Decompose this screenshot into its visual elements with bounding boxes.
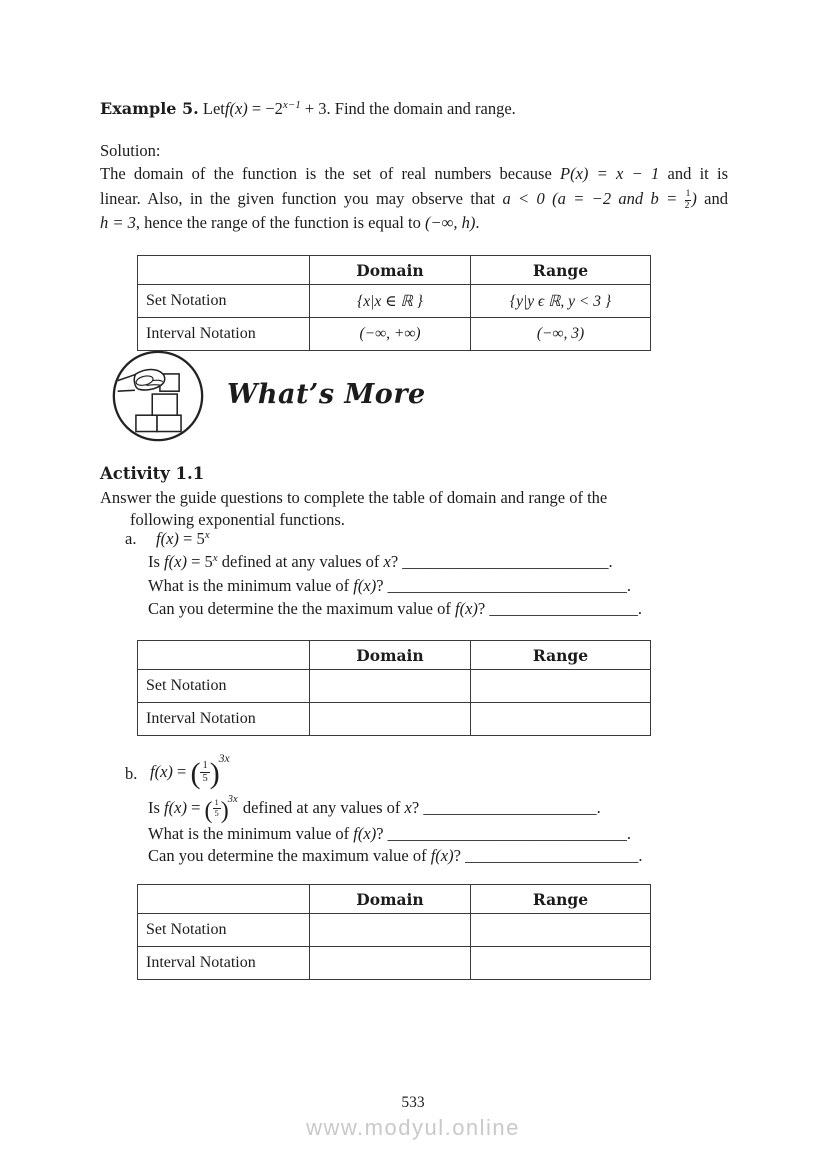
table-row bbox=[138, 947, 651, 980]
question-fx: f(x) bbox=[164, 552, 187, 571]
answer-blank: _____________________ bbox=[465, 846, 639, 865]
empty-cell bbox=[471, 947, 651, 980]
question-text: ? bbox=[453, 846, 466, 865]
table-header-row bbox=[138, 885, 651, 914]
formula-fx: f(x) bbox=[150, 762, 173, 781]
row-label-set-notation: Set Notation bbox=[138, 670, 310, 703]
header-domain: Domain bbox=[310, 641, 471, 670]
question-text: ? bbox=[376, 576, 388, 596]
page-number: 533 bbox=[401, 1094, 425, 1111]
answer-blank: _________________________ bbox=[402, 552, 609, 571]
question-text: . bbox=[608, 552, 613, 571]
row-label-set-notation: Set Notation bbox=[138, 914, 310, 947]
question-text: defined at any values of bbox=[238, 798, 405, 817]
header-domain: Domain bbox=[310, 885, 471, 914]
header-range: Range bbox=[471, 885, 651, 914]
table-row bbox=[138, 285, 651, 318]
solution-text: The domain of the function is the set of real numbers because bbox=[100, 164, 561, 183]
item-a-formula bbox=[156, 529, 210, 549]
fraction-denominator: 5 bbox=[202, 773, 208, 784]
activity-intro-line2: following exponential functions. bbox=[130, 510, 345, 530]
fraction-numerator: 1 bbox=[200, 760, 209, 773]
question-text: . bbox=[638, 846, 643, 865]
question-text: ? bbox=[477, 598, 490, 618]
question-text: . bbox=[626, 824, 632, 843]
question-text: What is the minimum value of bbox=[148, 576, 354, 596]
question-fx: f(x) bbox=[353, 824, 377, 843]
question-fx: f(x) bbox=[430, 846, 454, 865]
question-text: ? bbox=[376, 824, 388, 843]
row-label-set-notation: Set Notation bbox=[138, 285, 310, 318]
example-heading bbox=[100, 99, 760, 119]
question-text: What is the minimum value of bbox=[148, 824, 354, 843]
one-fifth-fraction bbox=[200, 760, 209, 785]
question-text: ? bbox=[411, 798, 424, 817]
formula-eq: = bbox=[172, 762, 191, 781]
example-text: Let bbox=[198, 99, 225, 118]
solution-math: ) bbox=[691, 188, 697, 208]
header-domain: Domain bbox=[310, 256, 471, 285]
solution-math: (−∞, h) bbox=[425, 213, 476, 233]
question-text: = 5 bbox=[186, 552, 213, 571]
left-paren: ( bbox=[190, 757, 201, 790]
question-exponent: x bbox=[212, 552, 218, 564]
question-fx: f(x) bbox=[164, 798, 187, 817]
domain-range-blank-table-a bbox=[137, 640, 651, 736]
table-row bbox=[138, 703, 651, 736]
question-line bbox=[148, 575, 642, 597]
activity-title: Activity 1.1 bbox=[100, 464, 205, 483]
empty-cell bbox=[310, 703, 471, 736]
answer-blank: _____________________ bbox=[423, 798, 597, 817]
answer-blank: _____________________________ bbox=[387, 576, 627, 596]
domain-range-result-table bbox=[137, 255, 651, 351]
question-text: Can you determine the maximum value of bbox=[148, 846, 431, 865]
solution-math: P(x) = x − 1 bbox=[560, 164, 660, 183]
table-header-row bbox=[138, 256, 651, 285]
solution-text: . bbox=[475, 213, 480, 233]
example-exponent: x−1 bbox=[282, 99, 301, 111]
question-line bbox=[148, 598, 642, 620]
table-header-row bbox=[138, 641, 651, 670]
question-line bbox=[148, 551, 642, 575]
question-text: defined at any values of bbox=[217, 552, 384, 571]
question-text: . bbox=[596, 798, 601, 817]
question-text: Is bbox=[148, 552, 165, 571]
item-a-questions bbox=[148, 551, 642, 620]
solution-text: , hence the range of the function is equal to bbox=[135, 213, 425, 233]
question-line bbox=[148, 824, 631, 844]
table-row bbox=[138, 670, 651, 703]
question-text: . bbox=[626, 576, 632, 596]
question-var: x bbox=[404, 798, 412, 817]
table-row bbox=[138, 914, 651, 947]
formula-exponent: 3x bbox=[218, 753, 230, 765]
item-b-formula bbox=[150, 752, 231, 794]
question-line bbox=[148, 794, 601, 824]
row-label-interval-notation: Interval Notation bbox=[138, 947, 310, 980]
example-label: Example 5. bbox=[100, 99, 199, 118]
formula-fx: f(x) bbox=[156, 529, 179, 548]
question-text: ? bbox=[390, 552, 403, 571]
row-label-interval-notation: Interval Notation bbox=[138, 703, 310, 736]
solution-label: Solution: bbox=[100, 141, 161, 160]
solution-line-2 bbox=[100, 187, 728, 212]
solution-text: and it is bbox=[659, 164, 728, 183]
header-range: Range bbox=[471, 256, 651, 285]
fraction-numerator: 1 bbox=[214, 797, 219, 808]
empty-cell bbox=[138, 885, 310, 914]
question-text: Can you determine the the maximum value of bbox=[148, 598, 455, 618]
empty-cell bbox=[471, 670, 651, 703]
table-row bbox=[138, 318, 651, 351]
header-range: Range bbox=[471, 641, 651, 670]
solution-line-3 bbox=[100, 211, 728, 236]
left-paren: ( bbox=[204, 798, 213, 824]
empty-cell bbox=[310, 947, 471, 980]
empty-cell bbox=[310, 914, 471, 947]
hand-stacking-blocks-icon bbox=[110, 348, 206, 444]
item-b-label: b. bbox=[125, 764, 138, 783]
empty-cell bbox=[138, 256, 310, 285]
answer-blank: _____________________________ bbox=[387, 824, 627, 843]
question-text: . bbox=[637, 598, 642, 618]
formula-exponent: x bbox=[204, 529, 210, 541]
example-fx: f(x) bbox=[224, 99, 248, 118]
watermark: www.modyul.online bbox=[306, 1115, 520, 1140]
one-fifth-fraction bbox=[213, 798, 221, 819]
solution-math: h = 3 bbox=[100, 213, 136, 233]
empty-cell bbox=[138, 641, 310, 670]
question-var: x bbox=[383, 552, 391, 571]
right-paren: ) bbox=[209, 757, 220, 790]
right-paren: ) bbox=[220, 798, 229, 824]
solution-math: a < 0 (a = −2 and b = bbox=[502, 188, 685, 208]
question-fx: f(x) bbox=[455, 598, 478, 618]
solution-text: and bbox=[696, 188, 728, 208]
fraction-denominator: 5 bbox=[214, 808, 219, 818]
formula-eq: = 5 bbox=[178, 529, 205, 548]
question-text: = bbox=[186, 798, 205, 817]
set-notation-range: {y|y ϵ ℝ, y < 3 } bbox=[471, 285, 651, 318]
row-label-interval-notation: Interval Notation bbox=[138, 318, 310, 351]
answer-blank: __________________ bbox=[489, 598, 638, 618]
empty-cell bbox=[471, 914, 651, 947]
fraction-numerator: 1 bbox=[685, 189, 691, 200]
empty-cell bbox=[310, 670, 471, 703]
question-fx: f(x) bbox=[353, 576, 377, 596]
activity-intro bbox=[100, 487, 607, 532]
empty-cell bbox=[471, 703, 651, 736]
question-exponent: 3x bbox=[227, 794, 238, 805]
question-line bbox=[148, 846, 642, 866]
set-notation-domain: {x|x ∈ ℝ } bbox=[310, 285, 471, 318]
whats-more-title: What’s More bbox=[227, 379, 426, 410]
domain-range-blank-table-b bbox=[137, 884, 651, 980]
activity-intro-line1: Answer the guide questions to complete the table of domain and range of the bbox=[100, 488, 608, 507]
solution-line-1 bbox=[100, 162, 728, 187]
example-tail: + 3. Find the domain and range. bbox=[300, 99, 516, 118]
item-a-label: a. bbox=[125, 529, 137, 548]
question-text: Is bbox=[148, 798, 165, 817]
interval-notation-range: (−∞, 3) bbox=[471, 318, 651, 351]
example-eq: = −2 bbox=[247, 99, 283, 118]
solution-paragraph bbox=[100, 162, 728, 236]
interval-notation-domain: (−∞, +∞) bbox=[310, 318, 471, 351]
solution-text: linear. Also, in the given function you may observe that bbox=[100, 188, 503, 208]
fraction-denominator: 2 bbox=[684, 200, 690, 211]
